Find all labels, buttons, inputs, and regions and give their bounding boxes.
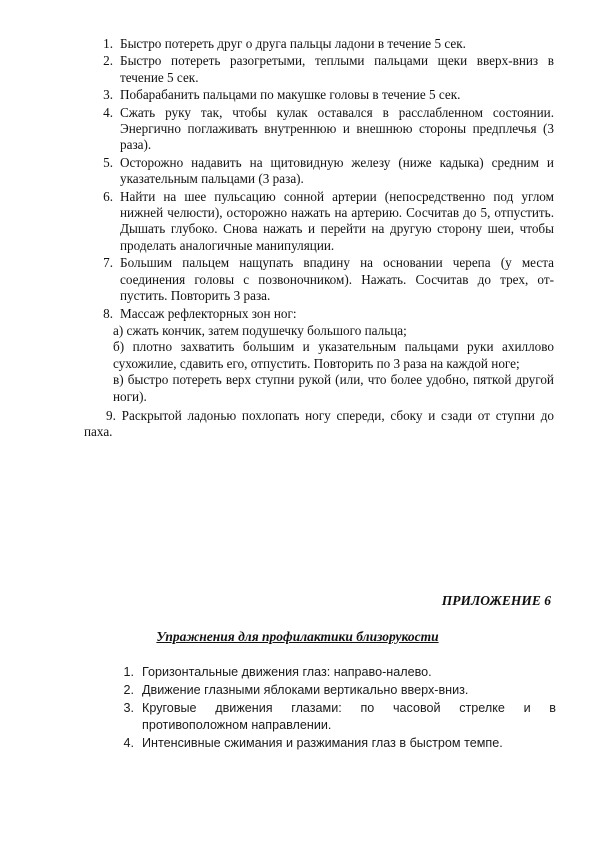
list-item-text: Интенсивные сжимания и разжимания глаз в быстром темпе.: [142, 736, 503, 750]
list-item-number: 5.: [103, 154, 113, 170]
list-item-number: 7.: [103, 255, 113, 271]
list-item: [84, 53, 554, 86]
list-item-number: 2.: [123, 683, 134, 697]
list-item-text: Массаж рефлекторных зон ног:: [120, 305, 297, 321]
list-item: [104, 682, 556, 699]
list-item-number: 6.: [103, 188, 113, 204]
list-item: [104, 735, 556, 752]
list-item: [84, 87, 554, 103]
list-item: [104, 700, 556, 734]
list-item-number: 4.: [123, 736, 134, 750]
list-item: [84, 306, 554, 322]
list-item-text: Горизонтальные движения глаз: направо-налево.: [142, 665, 432, 679]
eye-exercise-list: [104, 664, 556, 753]
list-item-number: 8.: [103, 305, 113, 321]
list-item-text: Сжать руку так, чтобы кулак оставался в расслабленном состоянии. Энергично поглаживать внутреннюю и внешнюю стороны предплечья (3 раза).: [120, 104, 554, 153]
list-item-number: 1.: [103, 36, 113, 51]
list-item: [84, 105, 554, 154]
list-item-text: Круговые движения глазами: по часовой стрелке и в противоположном направлении.: [142, 701, 556, 732]
list-item-text: Найти на шее пульсацию сонной артерии (непосредственно под углом нижней челюсти), осторожно нажать на артерию. Сосчитав до 5, отпустить. Дышать глубоко. Снова нажать и перейти на другую сторону шеи, чтобы проделать аналогичные манипуляции.: [120, 188, 554, 253]
list-item-number: 1.: [123, 665, 134, 679]
list-item-9: 9. Раскрытой ладонью похлопать ногу спереди, сбоку и сзади от ступни до паха.: [84, 407, 554, 440]
list-item-number: 3.: [103, 87, 113, 103]
list-item: [84, 255, 554, 304]
list-item: [84, 155, 554, 188]
list-item: [84, 189, 554, 255]
massage-exercise-list: [84, 36, 554, 441]
list-item-number: 4.: [103, 104, 113, 120]
list-item-text: Движение глазными яблоками вертикально вверх-вниз.: [142, 683, 469, 697]
section-title: Упражнения для профилактики близорукости: [156, 629, 439, 644]
list-item-text: Осторожно надавить на щитовидную железу (ниже кадыка) средним и указательным пальцами (3 раза).: [120, 154, 554, 187]
sub-item-c: в) быстро потереть верх ступни рукой (или, что более удобно, пяткой другой ноги).: [113, 372, 554, 404]
list-item-text: Быстро потереть разогретыми, теплыми пальцами щеки вверх-вниз в течение 5 сек.: [120, 53, 554, 85]
list-item: [104, 664, 556, 681]
list-item-text: Быстро потереть друг о друга пальцы ладони в течение 5 сек.: [120, 36, 466, 51]
list-item-text: Большим пальцем нащупать впадину на основании черепа (у места соединения головы с позвоночником). Нажать. Сосчитав до трех, от-пустить. Повторить 3 раза.: [120, 255, 554, 304]
sub-item-b: б) плотно захватить большим и указательным пальцами руки ахиллово сухожилие, сдавить его, отпустить. Повторить по 3 раза на каждой ноге;: [113, 339, 554, 371]
list-item-text: Побарабанить пальцами по макушке головы в течение 5 сек.: [120, 87, 461, 103]
sub-item-a: а) сжать кончик, затем подушечку большого пальца;: [113, 322, 407, 338]
list-item: [84, 36, 554, 52]
appendix-label: ПРИЛОЖЕНИЕ 6: [441, 593, 551, 608]
list-item-number: 2.: [103, 53, 113, 69]
list-item-number: 3.: [123, 701, 134, 715]
